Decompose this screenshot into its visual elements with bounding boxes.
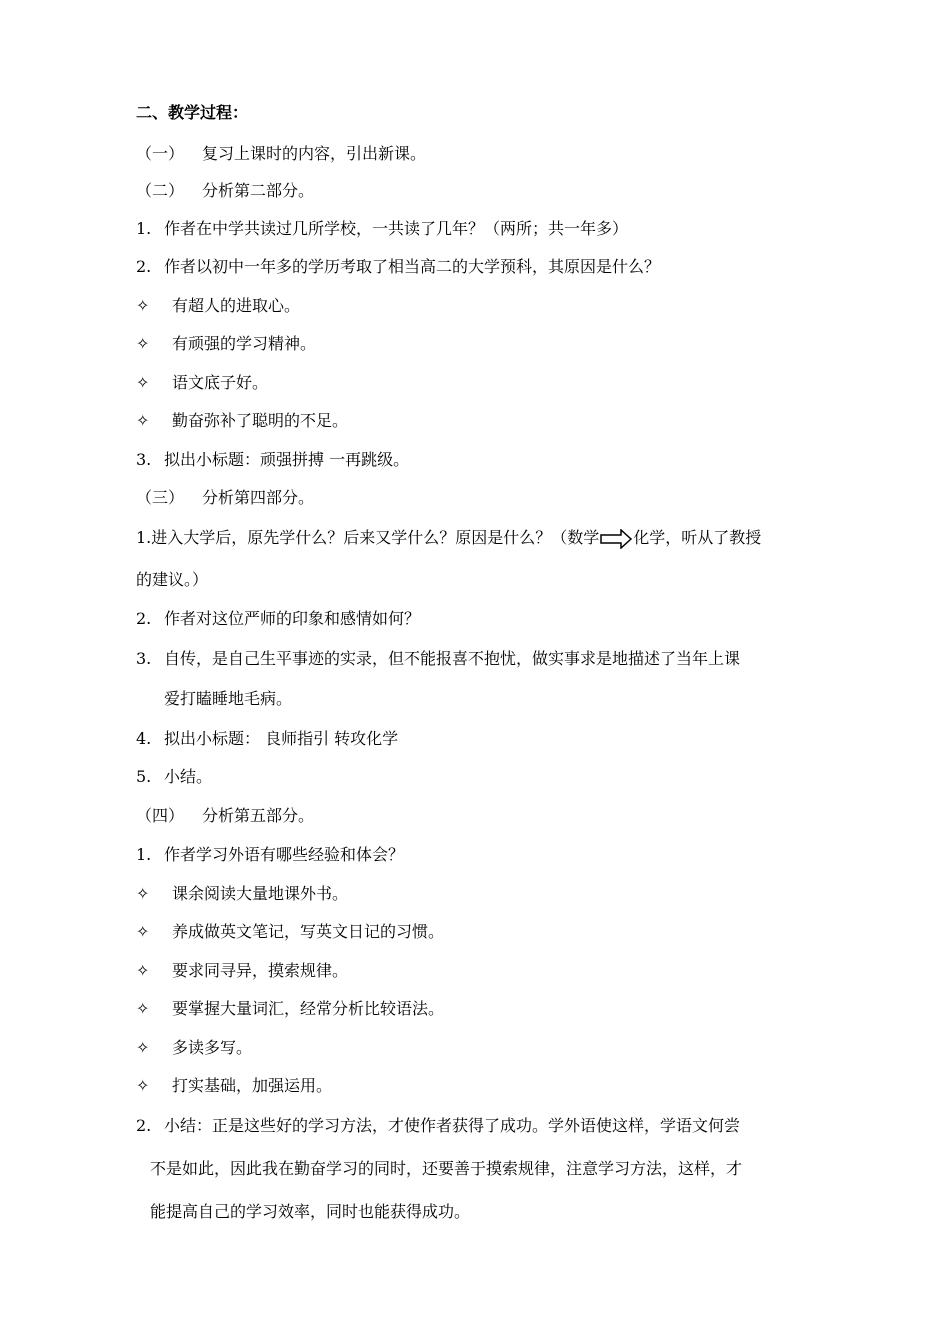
item-text: 分析第四部分。 <box>202 488 315 507</box>
item-text: 自传，是自己生平事迹的实录，但不能报喜不抱忧，做实事求是地描述了当年上课 <box>164 649 741 668</box>
item-text: 要掌握大量词汇，经常分析比较语法。 <box>172 999 445 1018</box>
diamond-bullet-icon: ✧ <box>136 999 150 1018</box>
diamond-bullet-icon: ✧ <box>136 1038 150 1057</box>
item-text: 1.进入大学后，原先学什么？后来又学什么？原因是什么？（数学 <box>136 528 600 547</box>
item-prefix: 2. <box>136 257 152 276</box>
bullet-item <box>136 296 300 316</box>
item-prefix: 2. <box>136 609 152 628</box>
item-text: 小结：正是这些好的学习方法，才使作者获得了成功。学外语使这样，学语文何尝 <box>164 1116 741 1135</box>
diamond-bullet-icon: ✧ <box>136 334 150 353</box>
list-item-continuation: 不是如此，因此我在勤奋学习的同时，还要善于摸索规律，注意学习方法，这样，才 <box>150 1159 743 1178</box>
item-text: 语文底子好。 <box>172 373 269 392</box>
item-text: 养成做英文笔记，写英文日记的习惯。 <box>172 922 445 941</box>
item-text: 拟出小标题： 良师指引 转攻化学 <box>164 729 399 748</box>
item-prefix: 1. <box>136 845 152 864</box>
item-text: 作者以初中一年多的学历考取了相当高二的大学预科，其原因是什么？ <box>164 257 661 276</box>
bullet-item <box>136 334 316 354</box>
item-text: 作者对这位严师的印象和感情如何？ <box>164 609 421 628</box>
list-item-continuation: 能提高自己的学习效率，同时也能获得成功。 <box>150 1202 471 1221</box>
item-text: 有超人的进取心。 <box>172 296 301 315</box>
list-item <box>136 450 409 470</box>
arrow-right-icon <box>599 529 633 549</box>
bullet-item <box>136 1038 252 1058</box>
item-text: 复习上课时的内容，引出新课。 <box>202 144 427 163</box>
item-prefix: （二） <box>136 181 185 200</box>
list-item <box>136 729 398 749</box>
item-prefix: （四） <box>136 806 185 825</box>
diamond-bullet-icon: ✧ <box>136 884 150 903</box>
item-text: 作者学习外语有哪些经验和体会？ <box>164 845 405 864</box>
bullet-item <box>136 373 268 393</box>
item-text: 作者在中学共读过几所学校，一共读了几年？（两所；共一年多） <box>164 219 629 238</box>
item-prefix: （一） <box>136 144 185 163</box>
item-text: 分析第五部分。 <box>202 806 315 825</box>
item-text: 小结。 <box>164 767 213 786</box>
item-text: 打实基础，加强运用。 <box>172 1076 333 1095</box>
item-text: 课余阅读大量地课外书。 <box>172 884 349 903</box>
item-prefix: 4. <box>136 729 152 748</box>
bullet-item <box>136 922 444 942</box>
bullet-item <box>136 961 348 981</box>
diamond-bullet-icon: ✧ <box>136 961 150 980</box>
list-item <box>136 845 404 865</box>
list-item <box>136 1116 740 1136</box>
bullet-item <box>136 1076 332 1096</box>
diamond-bullet-icon: ✧ <box>136 373 150 392</box>
heading-part-two <box>136 181 314 201</box>
section-title: 二、教学过程： <box>136 103 249 122</box>
list-item <box>136 609 420 629</box>
list-item <box>136 219 628 239</box>
bullet-item <box>136 999 444 1019</box>
item-prefix: 3. <box>136 649 152 668</box>
item-prefix: 5. <box>136 767 152 786</box>
item-prefix: （三） <box>136 488 185 507</box>
diamond-bullet-icon: ✧ <box>136 296 150 315</box>
item-prefix: 2. <box>136 1116 152 1135</box>
list-item <box>136 649 740 669</box>
list-item <box>136 528 761 549</box>
diamond-bullet-icon: ✧ <box>136 922 150 941</box>
item-prefix: 1. <box>136 219 152 238</box>
item-text: 多读多写。 <box>172 1038 253 1057</box>
heading-review <box>136 144 426 164</box>
bullet-item <box>136 411 348 431</box>
item-text: 要求同寻异，摸索规律。 <box>172 961 349 980</box>
heading-part-four <box>136 488 314 508</box>
item-prefix: 3. <box>136 450 152 469</box>
item-text: 拟出小标题：顽强拼搏 一再跳级。 <box>164 450 410 469</box>
heading-part-five <box>136 806 314 826</box>
item-text: 化学，听从了教授 <box>633 528 762 547</box>
bullet-item <box>136 884 348 904</box>
item-text: 有顽强的学习精神。 <box>172 334 317 353</box>
list-item <box>136 767 212 787</box>
item-text: 分析第二部分。 <box>202 181 315 200</box>
list-item-continuation: 的建议。） <box>136 570 209 589</box>
item-text: 勤奋弥补了聪明的不足。 <box>172 411 349 430</box>
diamond-bullet-icon: ✧ <box>136 411 150 430</box>
diamond-bullet-icon: ✧ <box>136 1076 150 1095</box>
list-item <box>136 257 660 277</box>
list-item-continuation: 爱打瞌睡地毛病。 <box>164 689 293 708</box>
